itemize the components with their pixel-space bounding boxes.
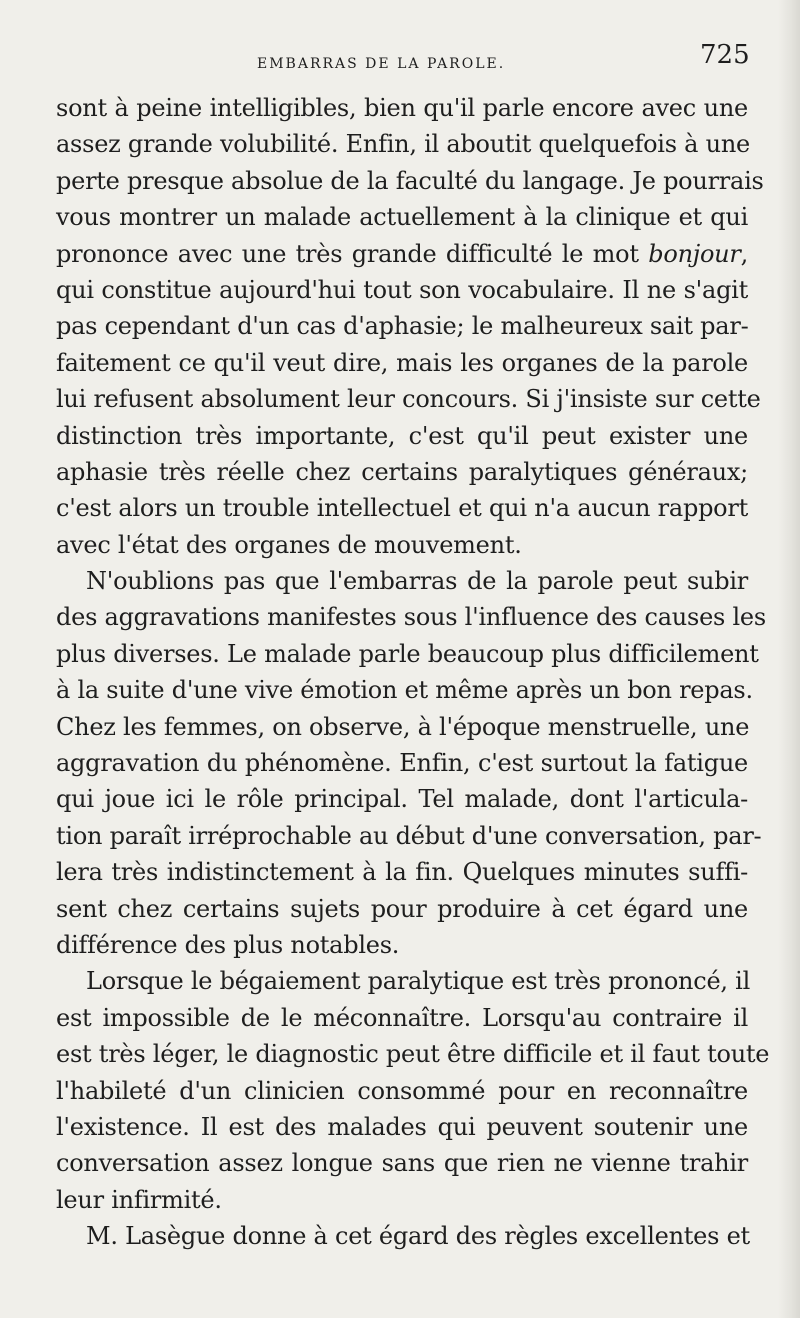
emphasized-word: bonjour xyxy=(648,239,741,268)
text-line: pas cependant d'un cas d'aphasie; le malheureux sait par- xyxy=(56,312,749,341)
text-line: distinction très importante, c'est qu'il peut exister une xyxy=(56,421,748,450)
text-line: plus diverses. Le malade parle beaucoup plus difficilement xyxy=(56,639,759,668)
text-line: l'habileté d'un clinicien consommé pour en reconnaître xyxy=(56,1076,748,1105)
text-line: sont à peine intelligibles, bien qu'il parle encore avec une xyxy=(56,94,748,122)
text-line: lui refusent absolument leur concours. Si j'insiste sur cette xyxy=(56,385,761,414)
paragraph xyxy=(56,563,766,963)
paragraph xyxy=(56,90,764,563)
page-number: 725 xyxy=(700,40,750,70)
body-text xyxy=(56,90,770,1255)
text-line: Chez les femmes, on observe, à l'époque menstruelle, une xyxy=(56,712,750,741)
text-line: lera très indistinctement à la fin. Quelques minutes suffi- xyxy=(56,858,748,887)
text-line: prononce avec une très grande difficulté le mot bonjour, xyxy=(56,239,748,268)
paragraph xyxy=(56,963,770,1218)
text-line: est impossible de le méconnaître. Lorsqu'au contraire il xyxy=(56,1003,748,1032)
text-line: perte presque absolue de la faculté du langage. Je pourrais xyxy=(56,166,764,195)
text-line: conversation assez longue sans que rien ne vienne trahir xyxy=(56,1149,748,1178)
text-line: c'est alors un trouble intellectuel et qui n'a aucun rapport xyxy=(56,494,748,523)
text-line: aggravation du phénomène. Enfin, c'est surtout la fatigue xyxy=(56,749,748,778)
running-title: EMBARRAS DE LA PAROLE. xyxy=(257,56,506,72)
page-edge-shadow xyxy=(778,0,800,1318)
text-line: tion paraît irréprochable au début d'une conversation, par- xyxy=(56,821,762,850)
text-line: M. Lasègue donne à cet égard des règles excellentes et xyxy=(86,1222,750,1251)
paragraph xyxy=(56,1218,748,1254)
text-line: est très léger, le diagnostic peut être difficile et il faut toute xyxy=(56,1040,770,1069)
text-line: aphasie très réelle chez certains paralytiques généraux; xyxy=(56,457,748,486)
text-line: différence des plus notables. xyxy=(56,930,400,959)
text-line: des aggravations manifestes sous l'influence des causes les xyxy=(56,603,766,632)
text-line: à la suite d'une vive émotion et même après un bon repas. xyxy=(56,676,753,705)
text-line: assez grande volubilité. Enfin, il aboutit quelquefois à une xyxy=(56,130,750,159)
text-line: qui joue ici le rôle principal. Tel malade, dont l'articula- xyxy=(56,785,748,814)
text-line: vous montrer un malade actuellement à la clinique et qui xyxy=(56,203,748,232)
text-line: sent chez certains sujets pour produire à cet égard une xyxy=(56,894,748,923)
text-line: N'oublions pas que l'embarras de la parole peut subir xyxy=(86,567,748,596)
text-line: l'existence. Il est des malades qui peuvent soutenir une xyxy=(56,1112,748,1141)
text-line: qui constitue aujourd'hui tout son vocabulaire. Il ne s'agit xyxy=(56,275,748,304)
text-line: faitement ce qu'il veut dire, mais les organes de la parole xyxy=(56,348,748,377)
text-line: Lorsque le bégaiement paralytique est très prononcé, il xyxy=(86,967,751,996)
text-line: avec l'état des organes de mouvement. xyxy=(56,530,522,559)
text-line: leur infirmité. xyxy=(56,1185,222,1214)
